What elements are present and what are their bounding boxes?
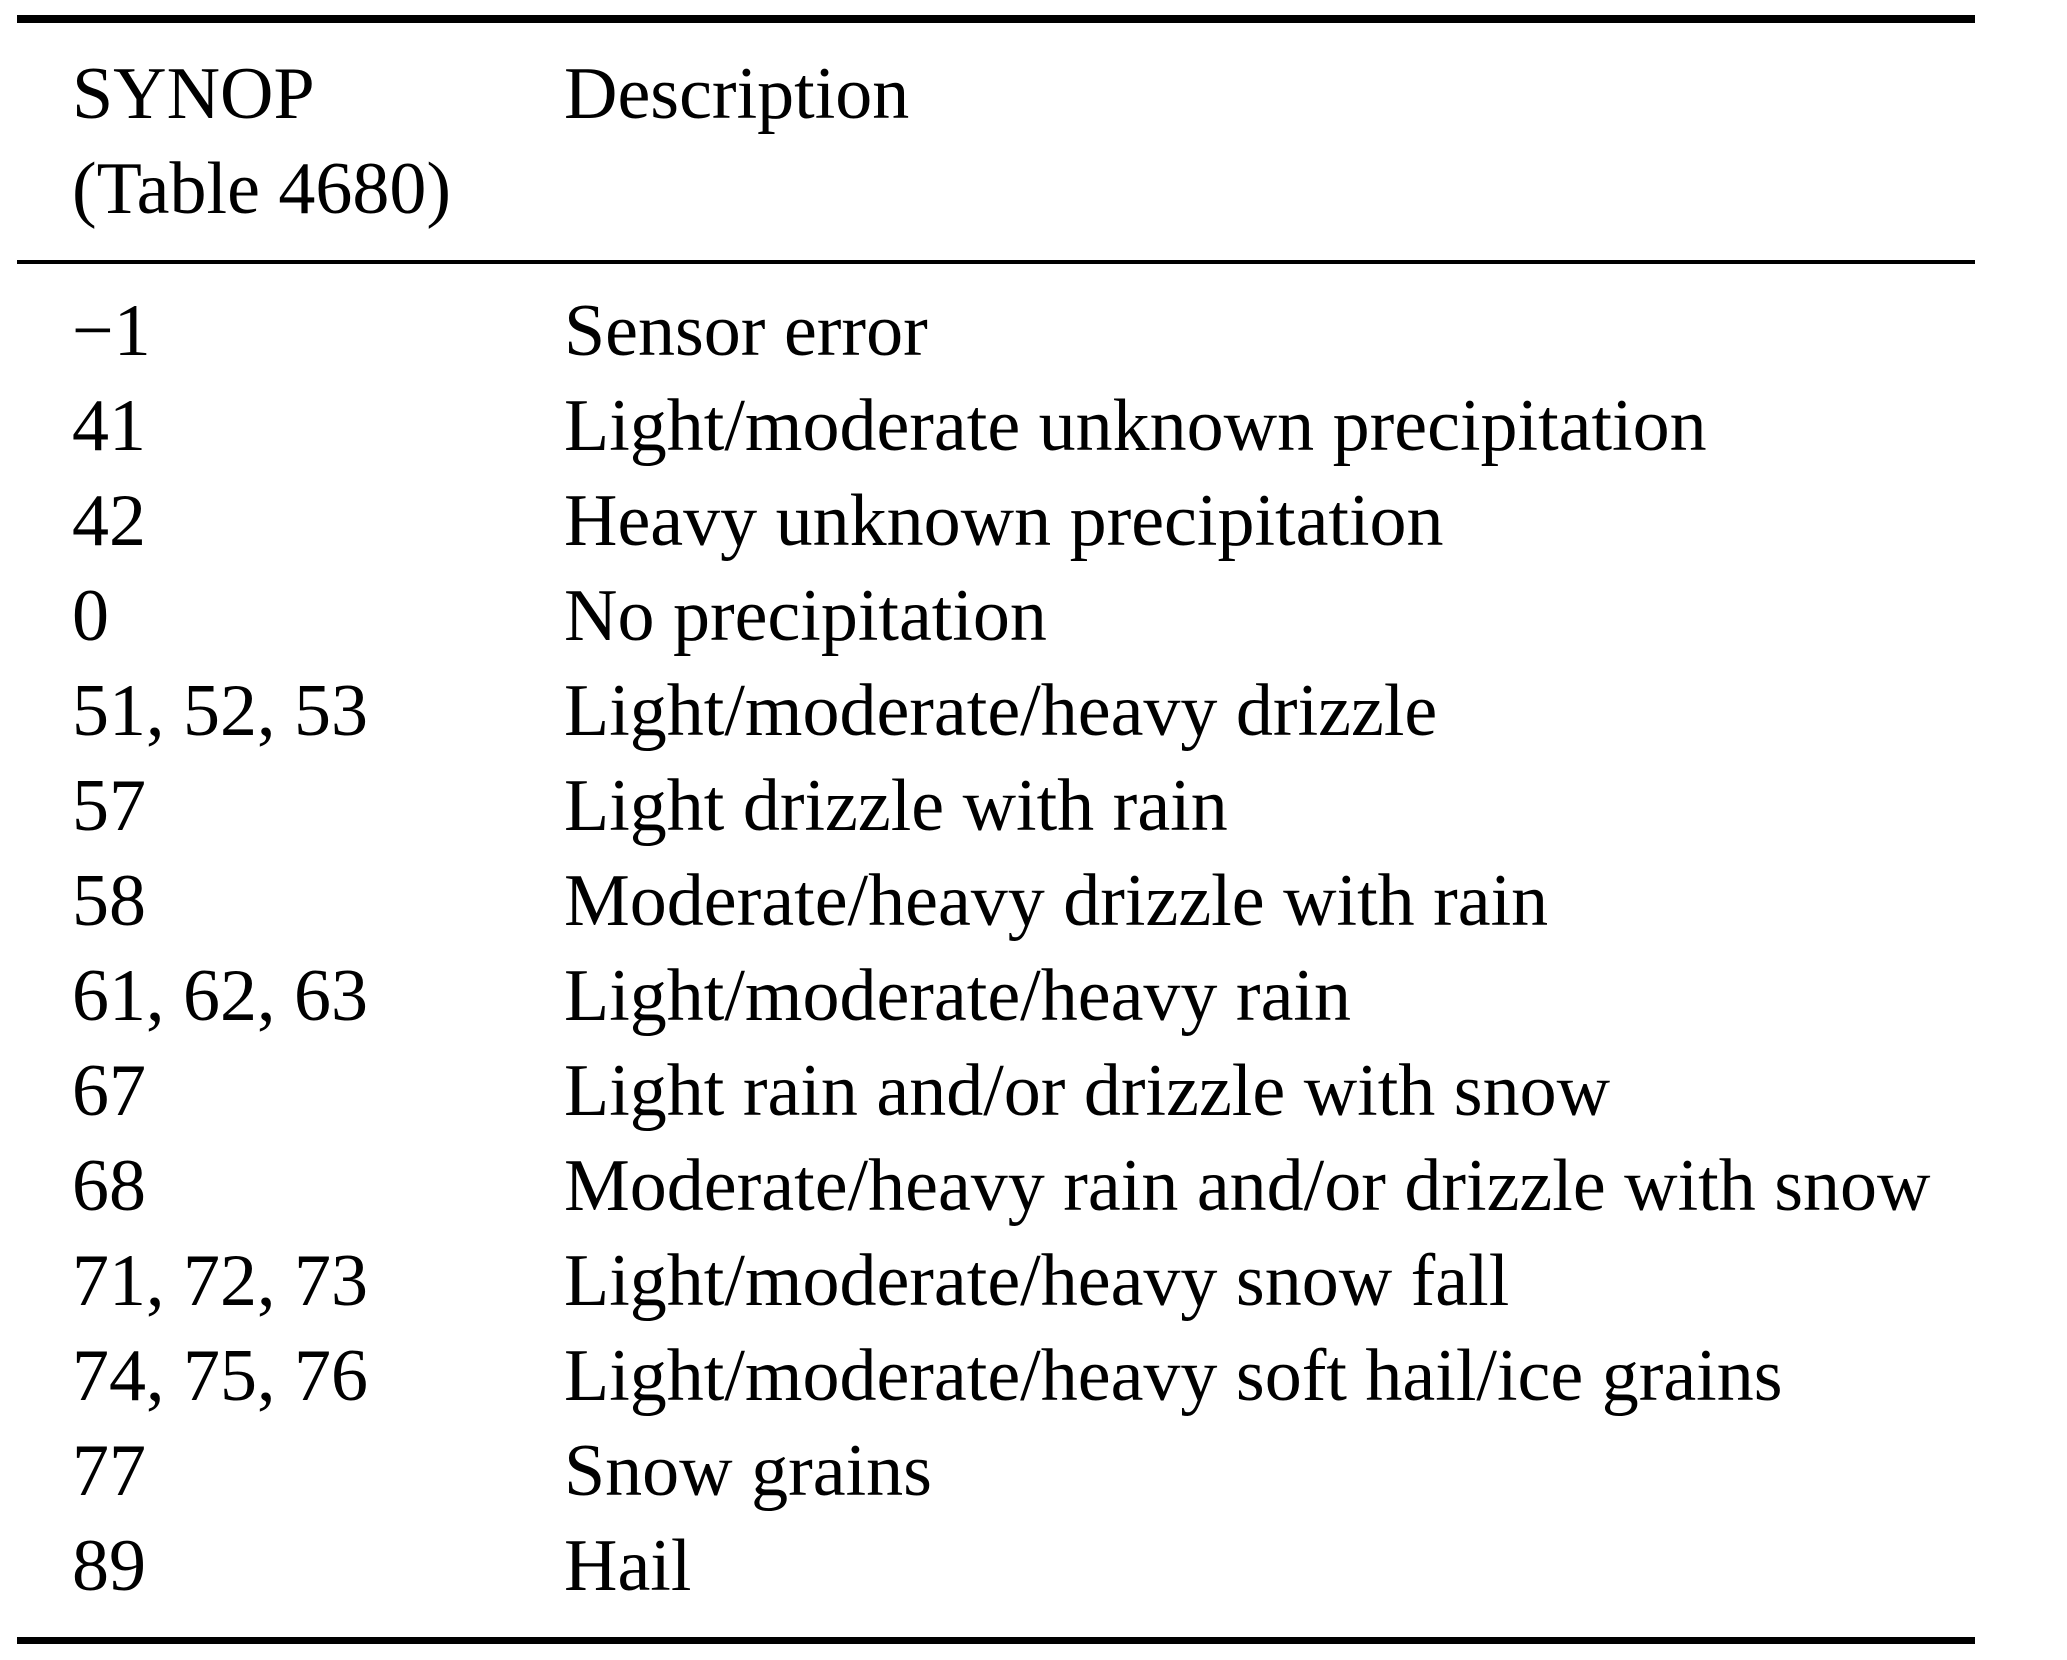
- row-code: 57: [72, 765, 146, 847]
- header-description-column: Description: [564, 53, 910, 135]
- header-synop-line2: (Table 4680): [72, 148, 452, 230]
- row-code: 74, 75, 76: [72, 1335, 368, 1417]
- table-row: [17, 1044, 1975, 1139]
- row-description: Light/moderate/heavy snow fall: [564, 1240, 1510, 1322]
- row-description: Light/moderate/heavy drizzle: [564, 670, 1438, 752]
- table-row: [17, 664, 1975, 759]
- row-description: Hail: [564, 1525, 692, 1607]
- table-row: [17, 949, 1975, 1044]
- table-top-rule: [17, 15, 1975, 23]
- row-code: 71, 72, 73: [72, 1240, 368, 1322]
- row-description: Moderate/heavy drizzle with rain: [564, 860, 1549, 942]
- row-code: −1: [72, 290, 151, 372]
- table-row: [17, 569, 1975, 664]
- row-code: 77: [72, 1430, 146, 1512]
- row-description: Snow grains: [564, 1430, 932, 1512]
- row-code: 89: [72, 1525, 146, 1607]
- row-code: 68: [72, 1145, 146, 1227]
- table-row: [17, 284, 1975, 379]
- row-code: 42: [72, 480, 146, 562]
- row-description: Heavy unknown precipitation: [564, 480, 1444, 562]
- table-row: [17, 1424, 1975, 1519]
- row-description: Light/moderate/heavy soft hail/ice grains: [564, 1335, 1783, 1417]
- row-code: 61, 62, 63: [72, 955, 368, 1037]
- row-code: 58: [72, 860, 146, 942]
- table-bottom-rule: [17, 1637, 1975, 1644]
- header-synop-line1: SYNOP: [72, 53, 315, 135]
- row-description: Light rain and/or drizzle with snow: [564, 1050, 1611, 1132]
- row-description: Sensor error: [564, 290, 928, 372]
- table-row: [17, 474, 1975, 569]
- table-row: [17, 1234, 1975, 1329]
- row-description: Light/moderate unknown precipitation: [564, 385, 1707, 467]
- row-description: Light/moderate/heavy rain: [564, 955, 1351, 1037]
- row-code: 67: [72, 1050, 146, 1132]
- table-header-row: [17, 23, 1975, 260]
- header-synop-column: [17, 47, 564, 237]
- row-description: Light drizzle with rain: [564, 765, 1228, 847]
- synop-code-table: [17, 15, 1975, 1644]
- table-row: [17, 379, 1975, 474]
- table-row: [17, 854, 1975, 949]
- row-description: No precipitation: [564, 575, 1047, 657]
- table-row: [17, 1519, 1975, 1614]
- table-row: [17, 759, 1975, 854]
- table-body: [17, 264, 1975, 1637]
- row-code: 51, 52, 53: [72, 670, 368, 752]
- table-row: [17, 1139, 1975, 1234]
- row-code: 41: [72, 385, 146, 467]
- row-description: Moderate/heavy rain and/or drizzle with snow: [564, 1145, 1931, 1227]
- table-row: [17, 1329, 1975, 1424]
- row-code: 0: [72, 575, 109, 657]
